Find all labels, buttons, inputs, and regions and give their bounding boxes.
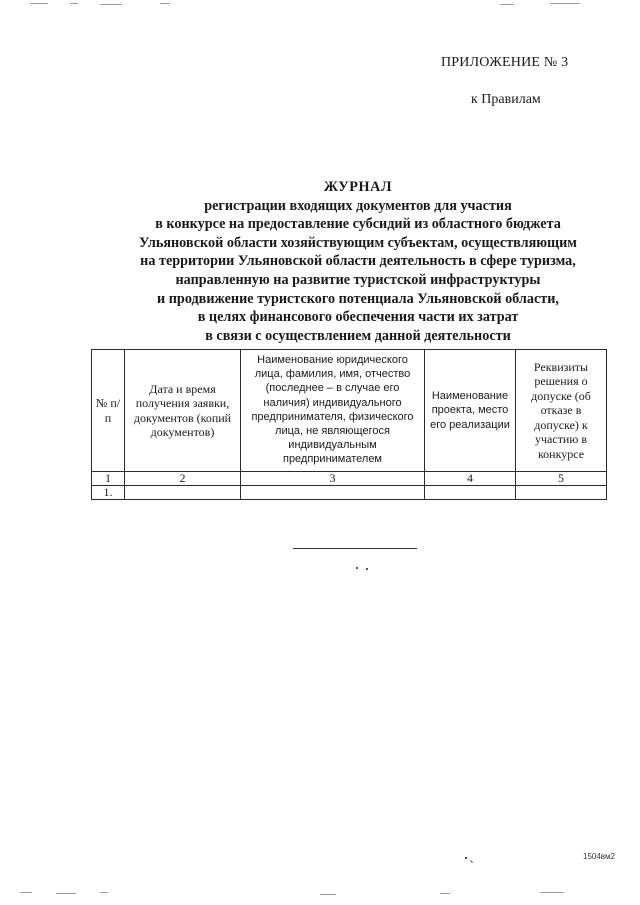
journal-title-block	[100, 178, 616, 345]
table-row	[92, 486, 607, 500]
title-line: направленную на развитие туристской инфраструктуры	[175, 271, 541, 288]
stray-mark	[465, 857, 467, 859]
title-line: регистрации входящих документов для участия	[204, 197, 512, 214]
title-line: на территории Ульяновской области деятельность в сфере туризма,	[140, 253, 576, 270]
table-cell	[241, 486, 425, 500]
journal-title: ЖУРНАЛ	[323, 179, 393, 195]
scan-edge-marks-top	[30, 2, 590, 6]
table-cell	[516, 486, 607, 500]
header-received-date: Дата и время получения заявки, документов (копий документов)	[125, 350, 241, 472]
stray-mark	[470, 860, 473, 863]
header-number: № п/п	[92, 350, 125, 472]
stray-dots	[356, 566, 370, 570]
closing-rule-line	[293, 548, 417, 549]
column-number-row	[92, 472, 607, 486]
column-number: 2	[125, 472, 241, 486]
header-admission-decision: Реквизиты решения о допуске (об отказе в допуске) к участию в конкурсе	[516, 350, 607, 472]
header-applicant-name: Наименование юридического лица, фамилия, имя, отчество (последнее – в случае его наличия) индивидуального предпринимателя, физического лица, не являющегося индивидуальным предпринимателем	[241, 350, 425, 472]
title-line: в целях финансового обеспечения части их затрат	[197, 309, 519, 326]
table-header-row	[92, 350, 607, 472]
column-number: 5	[516, 472, 607, 486]
table-cell: 1.	[92, 486, 125, 500]
title-line: в конкурсе на предоставление субсидий из областного бюджета	[155, 216, 561, 233]
header-project-name: Наименование проекта, место его реализации	[425, 350, 516, 472]
appendix-number: ПРИЛОЖЕНИЕ № 3	[441, 55, 569, 70]
title-line: в связи с осуществлением данной деятельности	[205, 327, 511, 344]
column-number: 4	[425, 472, 516, 486]
table-cell	[125, 486, 241, 500]
title-line: Ульяновской области хозяйствующим субъектам, осуществляющим	[139, 234, 577, 251]
registration-journal-table	[91, 349, 607, 500]
appendix-reference: к Правилам	[471, 92, 541, 107]
scan-edge-marks-bottom	[20, 890, 580, 896]
table-cell	[425, 486, 516, 500]
column-number: 3	[241, 472, 425, 486]
column-number: 1	[92, 472, 125, 486]
page-code: 1504вм2	[583, 852, 615, 861]
title-line: и продвижение туристского потенциала Ульяновской области,	[157, 290, 559, 307]
